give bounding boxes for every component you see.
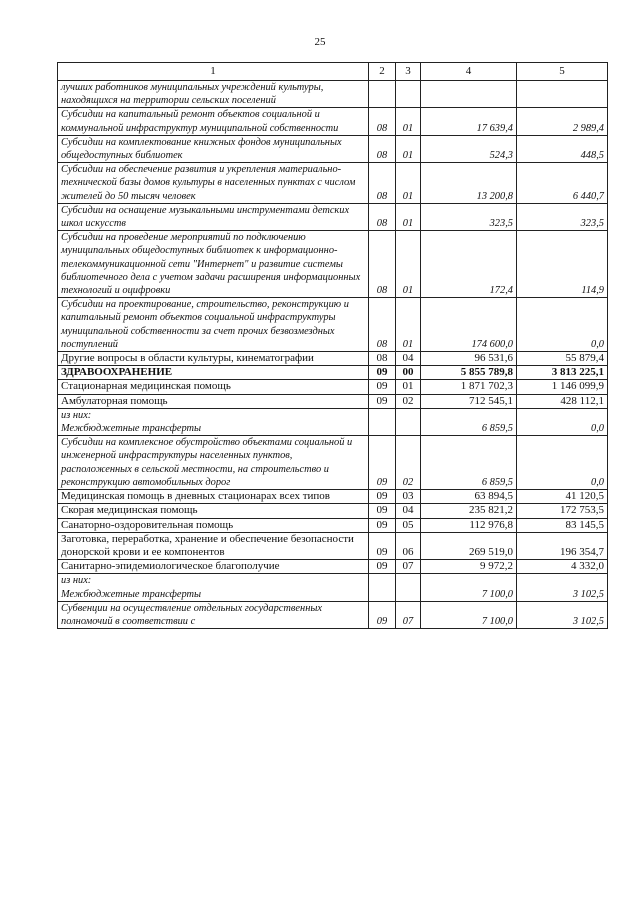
table-row [58,366,608,380]
row-value-col4 [421,81,517,108]
row-value-col4: 172,4 [421,231,517,298]
row-value-col5: 6 440,7 [517,163,608,204]
row-subsection-code [396,574,421,601]
row-value-col5: 172 753,5 [517,504,608,518]
row-name: Субсидии на проведение мероприятий по подключению муниципальных общедоступных библиотек к информационно-телекоммуникационной сети "Интернет" и развитие системы библиотечного дела с учетом задачи расширения информационных технологий и оцифровки [58,231,369,298]
row-subsection-code: 00 [396,366,421,380]
row-name [58,574,369,601]
row-section-code [369,574,396,601]
row-name: ЗДРАВООХРАНЕНИЕ [58,366,369,380]
row-value-col5: 0,0 [517,408,608,435]
table-row [58,518,608,532]
table-row [58,352,608,366]
row-subsection-code: 01 [396,298,421,352]
row-subsection-code: 07 [396,560,421,574]
row-value-col5: 83 145,5 [517,518,608,532]
row-name: Субсидии на комплексное обустройство объектами социальной и инженерной инфраструктуры населенных пунктов, расположенных в сельской местности, на строительство и реконструкцию автомобильных дорог [58,436,369,490]
row-section-code: 09 [369,518,396,532]
row-value-col5: 3 102,5 [517,601,608,628]
table-header-row [58,63,608,81]
row-name: лучших работников муниципальных учреждений культуры, находящихся на территории сельских поселений [58,81,369,108]
budget-table [57,62,608,629]
row-section-code: 08 [369,298,396,352]
row-name: Субсидии на капитальный ремонт объектов социальной и коммунальной инфраструктур муниципальной собственности [58,108,369,135]
row-value-col4: 323,5 [421,203,517,230]
row-subsection-code [396,81,421,108]
row-name: Субсидии на оснащение музыкальными инструментами детских школ искусств [58,203,369,230]
row-subsection-code: 02 [396,436,421,490]
row-value-col5: 3 102,5 [517,574,608,601]
table-row [58,380,608,394]
row-subsection-code: 07 [396,601,421,628]
row-section-code: 09 [369,504,396,518]
row-section-code: 09 [369,560,396,574]
row-name: Субвенции на осуществление отдельных государственных полномочий в соответствии с [58,601,369,628]
row-section-code: 08 [369,108,396,135]
row-subsection-code: 04 [396,504,421,518]
table-row [58,574,608,601]
table-row [58,394,608,408]
row-section-code: 09 [369,380,396,394]
row-name: Скорая медицинская помощь [58,504,369,518]
row-value-col5: 4 332,0 [517,560,608,574]
row-section-code: 09 [369,366,396,380]
row-section-code: 08 [369,135,396,162]
row-value-col5: 196 354,7 [517,532,608,559]
table-row [58,532,608,559]
row-name: Заготовка, переработка, хранение и обеспечение безопасности донорской крови и ее компонентов [58,532,369,559]
row-value-col4: 13 200,8 [421,163,517,204]
table-row [58,601,608,628]
row-section-code: 09 [369,394,396,408]
table-row [58,203,608,230]
row-subsection-code: 01 [396,135,421,162]
row-value-col4: 235 821,2 [421,504,517,518]
row-value-col4: 7 100,0 [421,601,517,628]
table-row [58,490,608,504]
row-value-col4: 63 894,5 [421,490,517,504]
row-subsection-code: 05 [396,518,421,532]
row-subsection-code: 04 [396,352,421,366]
row-section-code: 09 [369,490,396,504]
row-subsection-code: 06 [396,532,421,559]
table-row [58,231,608,298]
row-value-col4: 6 859,5 [421,436,517,490]
row-name: Санитарно-эпидемиологическое благополучие [58,560,369,574]
row-subsection-code: 03 [396,490,421,504]
row-subsection-code: 01 [396,231,421,298]
row-subsection-code: 01 [396,380,421,394]
row-section-code: 08 [369,163,396,204]
header-col-5: 5 [517,63,608,81]
row-section-code: 08 [369,231,396,298]
row-name: Амбулаторная помощь [58,394,369,408]
row-name-label: Межбюджетные трансферты [61,423,202,435]
row-value-col5: 448,5 [517,135,608,162]
row-name-prefix: из них: [61,409,92,421]
row-subsection-code: 02 [396,394,421,408]
row-section-code [369,81,396,108]
row-value-col5: 114,9 [517,231,608,298]
row-section-code [369,408,396,435]
row-value-col5: 3 813 225,1 [517,366,608,380]
row-value-col4: 712 545,1 [421,394,517,408]
row-name: Медицинская помощь в дневных стационарах всех типов [58,490,369,504]
row-name: Субсидии на комплектование книжных фондов муниципальных общедоступных библиотек [58,135,369,162]
row-value-col4: 96 531,6 [421,352,517,366]
row-subsection-code [396,408,421,435]
page-number: 25 [314,36,326,48]
row-name: Другие вопросы в области культуры, кинематографии [58,352,369,366]
row-value-col4: 6 859,5 [421,408,517,435]
row-subsection-code: 01 [396,163,421,204]
header-col-2: 2 [369,63,396,81]
row-section-code: 09 [369,532,396,559]
table-row [58,560,608,574]
row-name-prefix: из них: [61,575,92,587]
table-row [58,408,608,435]
table-row [58,163,608,204]
header-col-4: 4 [421,63,517,81]
row-value-col5: 0,0 [517,436,608,490]
row-section-code: 08 [369,352,396,366]
row-subsection-code: 01 [396,203,421,230]
row-value-col5 [517,81,608,108]
header-col-1: 1 [58,63,369,81]
table-row [58,504,608,518]
row-name: Субсидии на проектирование, строительство, реконструкцию и капитальный ремонт объектов социальной инфраструктуры муниципальной собственности за счет прочих безвозмездных поступлений [58,298,369,352]
table-row [58,436,608,490]
table-row [58,81,608,108]
row-name [58,408,369,435]
header-col-3: 3 [396,63,421,81]
row-value-col5: 0,0 [517,298,608,352]
row-value-col5: 1 146 099,9 [517,380,608,394]
row-value-col4: 17 639,4 [421,108,517,135]
row-value-col4: 5 855 789,8 [421,366,517,380]
row-name-label: Межбюджетные трансферты [61,588,202,600]
row-value-col4: 1 871 702,3 [421,380,517,394]
table-row [58,108,608,135]
row-name: Стационарная медицинская помощь [58,380,369,394]
row-value-col4: 269 519,0 [421,532,517,559]
row-section-code: 09 [369,601,396,628]
table-row [58,298,608,352]
row-section-code: 08 [369,203,396,230]
row-value-col4: 9 972,2 [421,560,517,574]
row-value-col5: 41 120,5 [517,490,608,504]
row-value-col5: 428 112,1 [517,394,608,408]
row-value-col4: 174 600,0 [421,298,517,352]
row-name: Санаторно-оздоровительная помощь [58,518,369,532]
table-row [58,135,608,162]
row-value-col4: 524,3 [421,135,517,162]
row-value-col5: 55 879,4 [517,352,608,366]
row-value-col4: 112 976,8 [421,518,517,532]
row-name: Субсидии на обеспечение развития и укрепления материально-технической базы домов культуры в населенных пунктах с числом жителей до 50 тысяч человек [58,163,369,204]
row-subsection-code: 01 [396,108,421,135]
row-value-col5: 323,5 [517,203,608,230]
row-section-code: 09 [369,436,396,490]
row-value-col5: 2 989,4 [517,108,608,135]
row-value-col4: 7 100,0 [421,574,517,601]
